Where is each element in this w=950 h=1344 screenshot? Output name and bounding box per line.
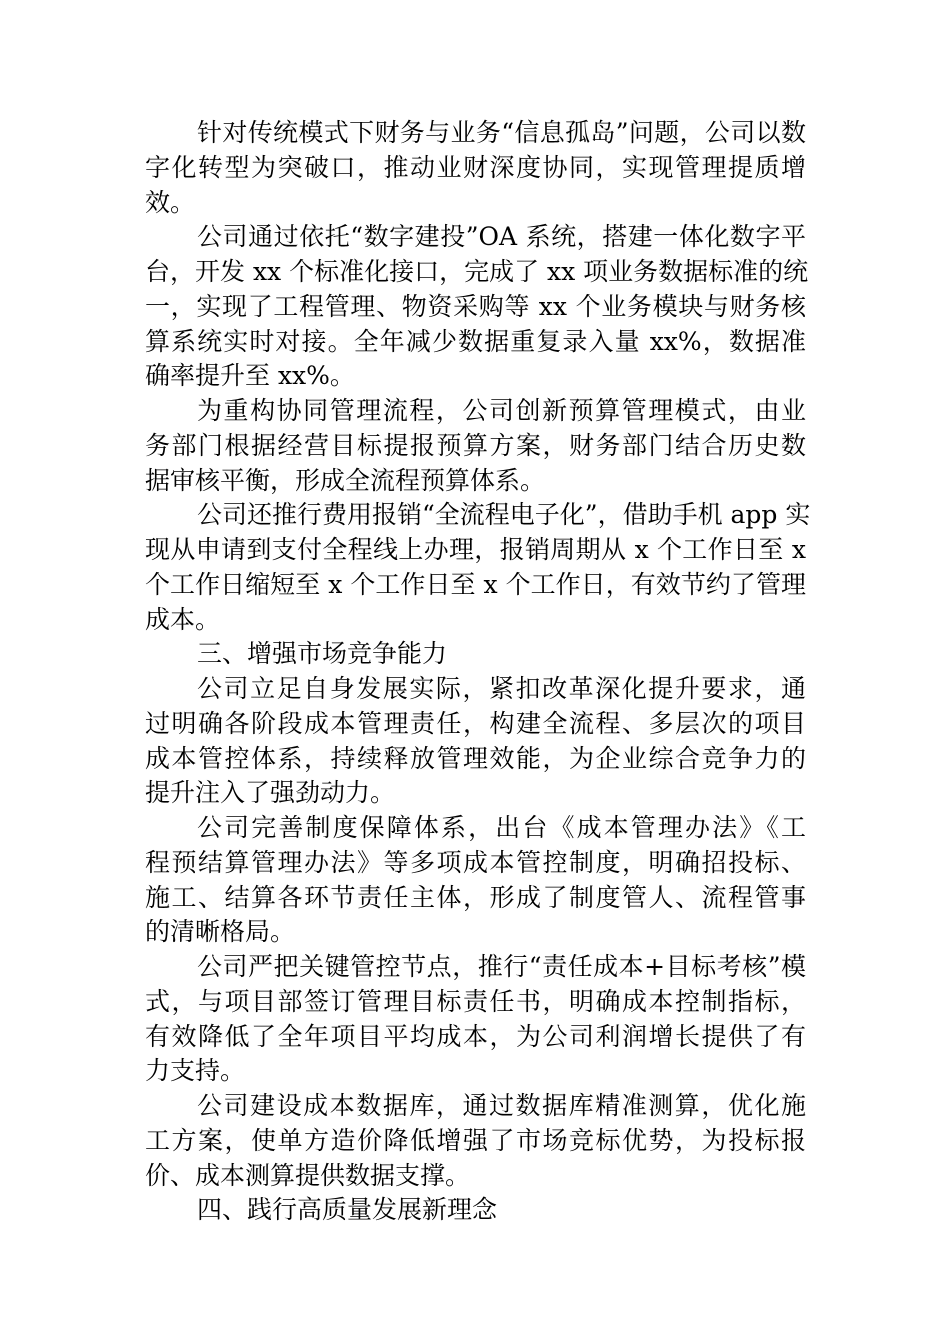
paragraph — [145, 394, 806, 498]
text-line: 成本。 — [145, 604, 221, 634]
text-line: 公司立足自身发展实际，紧扣改革深化提升要求，通 — [197, 674, 806, 703]
paragraph — [145, 220, 809, 394]
text-line: 确率提升至 xx%。 — [145, 361, 355, 391]
paragraph — [145, 116, 806, 220]
text-line: 个工作日缩短至 x 个工作日至 x 个工作日，有效节约了管理 — [145, 569, 806, 599]
text-line: 台，开发 xx 个标准化接口，完成了 xx 项业务数据标准的统 — [145, 257, 809, 286]
text-line: 价、成本测算提供数据支撑。 — [145, 1160, 471, 1190]
text-line: 程预结算管理办法》等多项成本管控制度，明确招投标、 — [145, 847, 806, 877]
text-line: 算系统实时对接。全年减少数据重复录入量 xx%，数据准 — [145, 326, 806, 356]
text-line: 提升注入了强劲动力。 — [145, 778, 396, 808]
paragraph — [145, 672, 806, 811]
text-line: 四、践行高质量发展新理念 — [197, 1195, 498, 1225]
text-line: 过明确各阶段成本管理责任，构建全流程、多层次的项目 — [145, 708, 806, 738]
text-line: 一，实现了工程管理、物资采购等 xx 个业务模块与财务核 — [145, 291, 806, 321]
text-line: 公司还推行费用报销“全流程电子化”，借助手机 app 实 — [197, 500, 811, 530]
text-line: 有效降低了全年项目平均成本，为公司利润增长提供了有 — [145, 1021, 806, 1051]
paragraph — [145, 950, 806, 1089]
text-line: 成本管控体系，持续释放管理效能，为企业综合竞争力的 — [145, 743, 806, 773]
text-line: 三、增强市场竞争能力 — [197, 639, 448, 669]
paragraph — [145, 498, 811, 637]
document-page — [145, 116, 811, 1228]
text-line: 式，与项目部签订管理目标责任书，明确成本控制指标， — [145, 986, 806, 1016]
text-line: 公司建设成本数据库，通过数据库精准测算，优化施 — [197, 1091, 806, 1120]
text-line: 据审核平衡，形成全流程预算体系。 — [145, 465, 546, 495]
section-heading — [145, 637, 806, 672]
text-line: 公司通过依托“数字建投”OA 系统，搭建一体化数字平 — [197, 222, 806, 252]
text-line: 针对传统模式下财务与业务“信息孤岛”问题，公司以数 — [197, 118, 806, 147]
text-line: 的清晰格局。 — [145, 917, 296, 947]
paragraph — [145, 1089, 806, 1193]
text-line: 施工、结算各环节责任主体，形成了制度管人、流程管事 — [145, 882, 806, 912]
text-line: 效。 — [145, 187, 196, 217]
text-line: 工方案，使单方造价降低增强了市场竞标优势，为投标报 — [145, 1125, 806, 1155]
text-line: 力支持。 — [145, 1056, 246, 1086]
text-line: 务部门根据经营目标提报预算方案，财务部门结合历史数 — [145, 430, 806, 460]
text-line: 字化转型为突破口，推动业财深度协同，实现管理提质增 — [145, 152, 806, 182]
section-heading — [145, 1193, 806, 1228]
text-line: 现从申请到支付全程线上办理，报销周期从 x 个工作日至 x — [145, 535, 806, 564]
paragraph — [145, 811, 806, 950]
text-line: 公司严把关键管控节点，推行“责任成本+目标考核”模 — [197, 952, 806, 981]
text-line: 公司完善制度保障体系，出台《成本管理办法》《工 — [197, 813, 806, 842]
text-line: 为重构协同管理流程，公司创新预算管理模式，由业 — [197, 396, 806, 425]
